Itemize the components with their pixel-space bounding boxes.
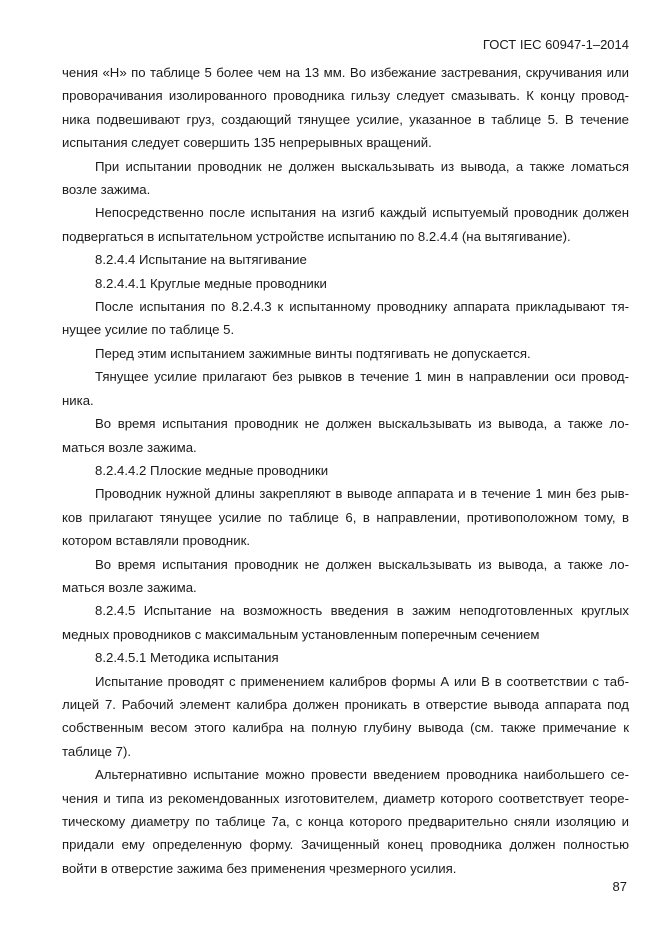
paragraph-flat-conductor: Проводник нужной длины закрепляют в выводе аппарата и в течение 1 мин без рывков прилагают тянущее усилие по таблице 6, в направлении, противоположном тому, в котором вставляли проводник. (62, 486, 629, 549)
standard-header: ГОСТ IEC 60947-1–2014 (482, 37, 629, 52)
section-heading-8-2-4-4: 8.2.4.4 Испытание на вытягивание (95, 252, 307, 268)
paragraph-after-bend-test: Непосредственно после испытания на изгиб каждый испытуемый проводник должен подвергаться в испытательном устройстве испытанию по 8.2.4.4 (на вытягивание). (62, 205, 629, 244)
section-heading-8-2-4-5: 8.2.4.5 Испытание на возможность введения в зажим неподготовленных круглых медных проводников с максимальным установленным поперечным сечением (62, 603, 629, 642)
paragraph-slip-requirement: Во время испытания проводник не должен выскальзывать из вывода, а также ломаться возле зажима. (62, 416, 629, 455)
section-heading-8-2-4-5-1: 8.2.4.5.1 Методика испытания (95, 650, 279, 666)
section-heading-8-2-4-4-2: 8.2.4.4.2 Плоские медные проводники (95, 462, 329, 478)
page-number: 87 (612, 879, 627, 894)
paragraph-gauge-test: Испытание проводят с применением калибров формы А или В в соответствии с таблицей 7. Рабочий элемент калибра должен проникать в отверстие вывода аппарата под собственным весом этого калибра на полную глубину вывода (см. также примечание к таблице 7). (62, 673, 629, 759)
section-heading-8-2-4-4-1: 8.2.4.4.1 Круглые медные проводники (95, 275, 327, 291)
paragraph-continuation: чения «H» по таблице 5 более чем на 13 мм. Во избежание застревания, скручивания или проворачивания изолированного проводника гильзу следует смазывать. К концу проводника подвешивают груз, создающий тянущее усилие, указанное в таблице 5. В течение испытания следует совершить 135 непрерывных вращений. (62, 65, 629, 151)
paragraph-screws: Перед этим испытанием зажимные винты подтягивать не допускается. (95, 345, 531, 361)
body-text (62, 61, 629, 880)
paragraph-alternative-test: Альтернативно испытание можно провести введением проводника наибольшего сечения и типа из рекомендованных изготовителем, диаметр которого соответствует теоретическому диаметру по таблице 7а, с конца которого предварительно сняли изоляцию и придали ему определенную форму. Зачищенный конец проводника должен полностью войти в отверстие зажима без применения чрезмерного усилия. (62, 767, 629, 876)
paragraph-slip-requirement-flat: Во время испытания проводник не должен выскальзывать из вывода, а также ломаться возле зажима. (62, 556, 629, 595)
paragraph-pull-force: После испытания по 8.2.4.3 к испытанному проводнику аппарата прикладывают тянущее усилие по таблице 5. (62, 299, 629, 338)
paragraph-pull-duration: Тянущее усилие прилагают без рывков в течение 1 мин в направлении оси проводника. (62, 369, 629, 408)
paragraph-break-requirement: При испытании проводник не должен выскальзывать из вывода, а также ломаться возле зажима. (62, 158, 629, 198)
